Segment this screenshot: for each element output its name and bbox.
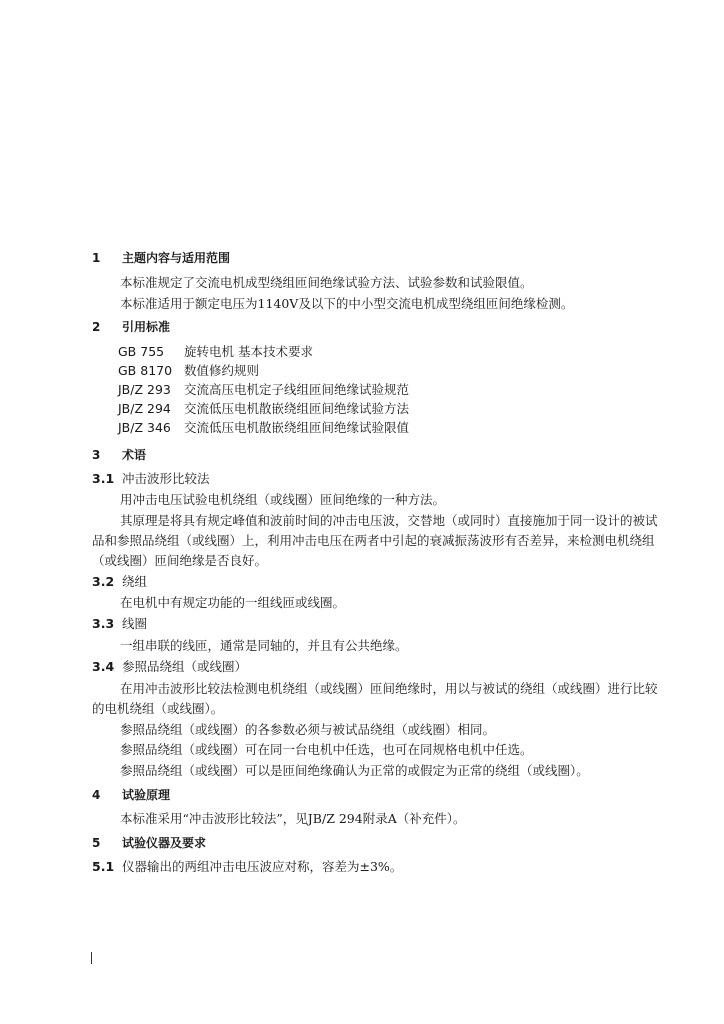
- term-title: 线圈: [122, 616, 148, 631]
- reference-code: GB 755: [118, 344, 165, 359]
- section-3-heading: [92, 446, 146, 464]
- reference-item: [118, 362, 259, 380]
- section-number: 4: [92, 788, 101, 802]
- reference-item: [118, 400, 409, 418]
- term-3-1-heading: [92, 470, 210, 488]
- term-3-2-heading: [92, 573, 147, 591]
- clause-5-1: [92, 858, 402, 876]
- section-2-heading: [92, 318, 170, 336]
- paragraph: 的电机绕组（或线圈）。: [92, 701, 224, 716]
- reference-title: 交流低压电机散嵌绕组匝间绝缘试验方法: [184, 401, 410, 416]
- scan-mark: [91, 952, 92, 964]
- paragraph: 本标准采用“冲击波形比较法”，见JB/Z 294附录A（补充件）。: [120, 811, 466, 826]
- term-3-3-heading: [92, 615, 147, 633]
- reference-code: JB/Z 294: [118, 401, 171, 416]
- section-5-heading: [92, 834, 206, 852]
- term-number: 3.3: [92, 616, 115, 631]
- paragraph: 本标准适用于额定电压为1140V及以下的中小型交流电机成型绕组匝间绝缘检测。: [120, 296, 574, 311]
- term-title: 参照品绕组（或线圈）: [122, 659, 248, 674]
- section-title: 试验仪器及要求: [122, 836, 207, 850]
- paragraph: 参照品绕组（或线圈）可在同一台电机中任选，也可在同规格电机中任选。: [120, 742, 533, 757]
- paragraph: 参照品绕组（或线圈）的各参数必须与被试品绕组（或线圈）相同。: [120, 722, 496, 737]
- clause-number: 5.1: [92, 859, 115, 874]
- section-number: 5: [92, 836, 101, 850]
- reference-code: JB/Z 293: [118, 382, 171, 397]
- section-title: 引用标准: [122, 320, 171, 334]
- reference-item: [118, 343, 313, 361]
- paragraph: 一组串联的线匝，通常是同轴的，并且有公共绝缘。: [120, 638, 408, 653]
- reference-item: [118, 419, 409, 437]
- reference-title: 旋转电机 基本技术要求: [184, 344, 313, 359]
- paragraph: 参照品绕组（或线圈）可以是匝间绝缘确认为正常的或假定为正常的绕组（或线圈）。: [120, 763, 589, 778]
- reference-title: 数值修约规则: [184, 363, 260, 378]
- term-title: 冲击波形比较法: [122, 471, 210, 486]
- section-title: 术语: [122, 448, 147, 462]
- paragraph: 本标准规定了交流电机成型绕组匝间绝缘试验方法、试验参数和试验限值。: [120, 275, 533, 290]
- section-1-heading: [92, 249, 230, 267]
- paragraph: 用冲击电压试验电机绕组（或线圈）匝间绝缘的一种方法。: [120, 492, 446, 507]
- section-4-heading: [92, 786, 170, 804]
- section-title: 试验原理: [122, 788, 171, 802]
- paragraph: （或线圈）匝间绝缘是否良好。: [92, 553, 268, 568]
- term-number: 3.2: [92, 574, 115, 589]
- paragraph: 品和参照品绕组（或线圈）上，利用冲击电压在两者中引起的衰减振荡波形有否差异，来检测电机绕组: [92, 533, 655, 548]
- clause-text: 仪器输出的两组冲击电压波应对称，容差为±3%。: [122, 859, 403, 874]
- paragraph: 其原理是将具有规定峰值和波前时间的冲击电压波，交替地（或同时）直接施加于同一设计的被试: [120, 513, 658, 528]
- term-number: 3.4: [92, 659, 115, 674]
- term-title: 绕组: [122, 574, 148, 589]
- term-number: 3.1: [92, 471, 115, 486]
- term-3-4-heading: [92, 658, 247, 676]
- paragraph: 在用冲击波形比较法检测电机绕组（或线圈）匝间绝缘时，用以与被试的绕组（或线圈）进行比较: [120, 681, 658, 696]
- reference-title: 交流低压电机散嵌绕组匝间绝缘试验限值: [184, 420, 410, 435]
- section-number: 3: [92, 448, 101, 462]
- paragraph: 在电机中有规定功能的一组线匝或线圈。: [120, 595, 346, 610]
- reference-code: GB 8170: [118, 363, 173, 378]
- section-number: 2: [92, 320, 101, 334]
- section-number: 1: [92, 251, 101, 265]
- reference-item: [118, 381, 409, 399]
- section-title: 主题内容与适用范围: [122, 251, 231, 265]
- reference-title: 交流高压电机定子线组匝间绝缘试验规范: [184, 382, 410, 397]
- reference-code: JB/Z 346: [118, 420, 171, 435]
